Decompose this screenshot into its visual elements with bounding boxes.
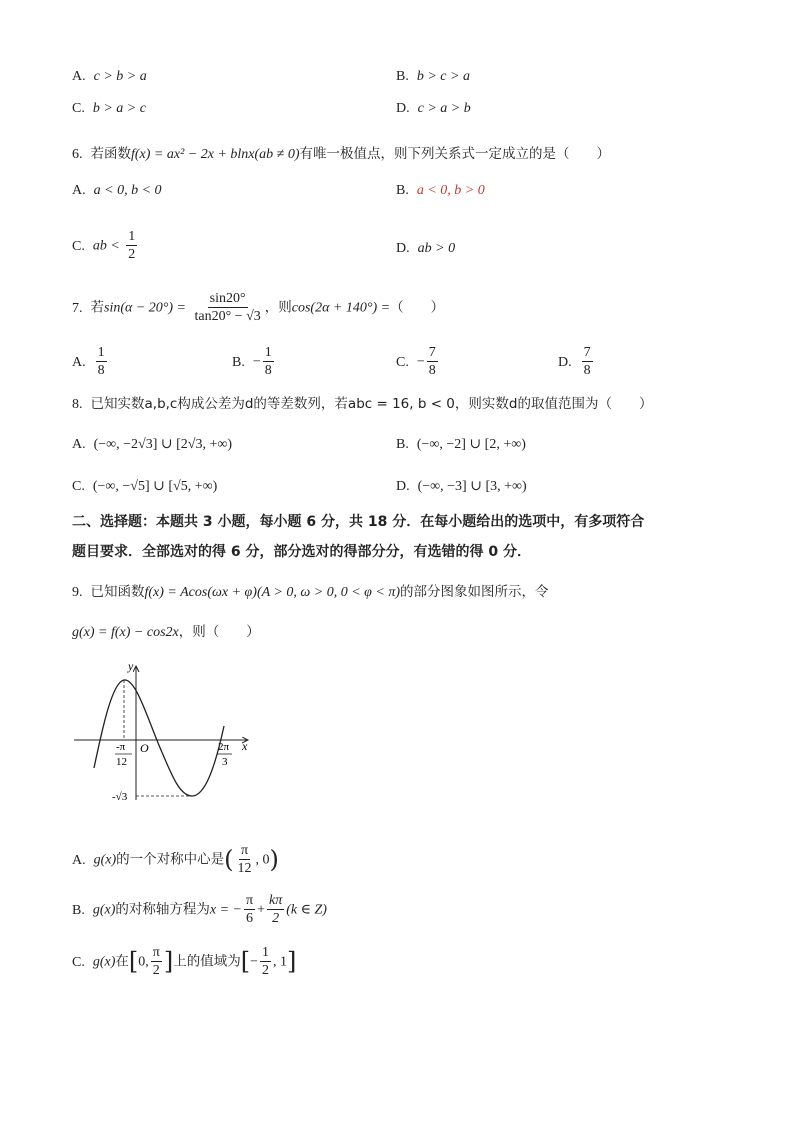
- min-value-label: -√3: [112, 791, 128, 803]
- q8-option-d: D. (−∞, −3] ∪ [3, +∞): [396, 479, 527, 494]
- q5-option-b: B. b > c > a: [396, 69, 470, 84]
- q8-stem: 8. 已知实数a,b,c构成公差为d的等差数列，若abc = 16, b < 0，则实数d的取值范围为（ ）: [72, 396, 653, 412]
- q8-option-b: B. (−∞, −2] ∪ [2, +∞): [396, 437, 526, 452]
- q7-option-a: A. $\frac{1}{8}$: [72, 345, 105, 378]
- q9-option-a: A. g(x)的一个对称中心是( $\frac{\pi}{12}$ , 0): [72, 843, 279, 876]
- cosine-curve: [94, 680, 224, 796]
- tick-neg-pi-12-den: 12: [116, 756, 127, 768]
- cosine-graph: [66, 660, 266, 810]
- fraction: $\frac{1}{8}$: [264, 345, 272, 378]
- q6-option-a: A. a < 0, b < 0: [72, 183, 162, 198]
- q9-stem: 9. 已知函数f(x) = Acos(ωx + φ)(A > 0, ω > 0, 0 < φ < π)的部分图象如图所示，令: [72, 584, 549, 600]
- tick-2pi-3-num: 2π: [218, 741, 230, 753]
- q7-option-b: B. − $\frac{1}{8}$: [232, 345, 272, 378]
- q9-option-c: C. g(x)在[0, $\frac{\pi}{2}$ ]上的值域为[− $\frac{1}{2}$ , 1]: [72, 945, 297, 978]
- q8-option-c: C. (−∞, −√5] ∪ [√5, +∞): [72, 479, 218, 494]
- fraction: $\frac{\pi}{12}$: [237, 843, 252, 876]
- q6-option-d: D. ab > 0: [396, 241, 456, 256]
- section-heading-cont: 题目要求．全部选对的得 6 分，部分选对的得部分分，有选错的得 0 分．: [72, 544, 531, 560]
- fraction: $\frac{1}{2}$: [262, 945, 269, 978]
- x-label: x: [242, 739, 248, 753]
- fraction: $\frac{1}{2}$: [128, 229, 136, 262]
- q8-option-a: A. (−∞, −2√3] ∪ [2√3, +∞): [72, 437, 233, 452]
- q9-stem-line2: g(x) = f(x) − cos2x，则（ ）: [72, 624, 260, 640]
- q6-stem: 6. 若函数f(x) = ax² − 2x + blnx(ab ≠ 0)有唯一极值点，则下列关系式一定成立的是（ ）: [72, 146, 611, 162]
- fraction: $\frac{k\pi}{2}$: [268, 893, 283, 926]
- q5-option-a: A. c > b > a: [72, 69, 147, 84]
- origin-label: O: [140, 741, 149, 755]
- fraction: $\frac{\pi}{6}$: [246, 893, 254, 926]
- q6-option-b: B. a < 0, b > 0: [396, 183, 485, 198]
- fraction: $\frac{7}{8}$: [583, 345, 591, 378]
- q6-option-c: C. ab < $\frac{1}{2}$: [72, 229, 136, 262]
- y-label: y: [128, 660, 134, 673]
- q9-option-b: B. g(x)的对称轴方程为x = − $\frac{\pi}{6}$ + $\frac{k\pi}{2}$ (k ∈ Z): [72, 893, 327, 926]
- section-heading: 二、选择题：本题共 3 小题，每小题 6 分，共 18 分．在每小题给出的选项中，有多项符合: [72, 514, 645, 530]
- q7-option-d: D. $\frac{7}{8}$: [558, 345, 591, 378]
- q7-stem: 7. 若sin(α − 20°) = $\frac{\sin 20^\circ}{\tan 20^\circ - √3}$ ，则cos(2α + 140°) =（ ）: [72, 291, 445, 324]
- q5-option-c: C. b > a > c: [72, 101, 146, 116]
- fraction: $\frac{\pi}{2}$: [152, 945, 160, 978]
- tick-2pi-3-den: 3: [222, 756, 228, 768]
- q7-option-c: C. − $\frac{7}{8}$: [396, 345, 436, 378]
- q5-option-d: D. c > a > b: [396, 101, 471, 116]
- tick-neg-pi-12-num: -π: [116, 741, 126, 753]
- fraction: $\frac{\sin 20^\circ}{\tan 20^\circ - √3}$: [194, 291, 261, 324]
- fraction: $\frac{1}{8}$: [97, 345, 105, 378]
- fraction: $\frac{7}{8}$: [428, 345, 436, 378]
